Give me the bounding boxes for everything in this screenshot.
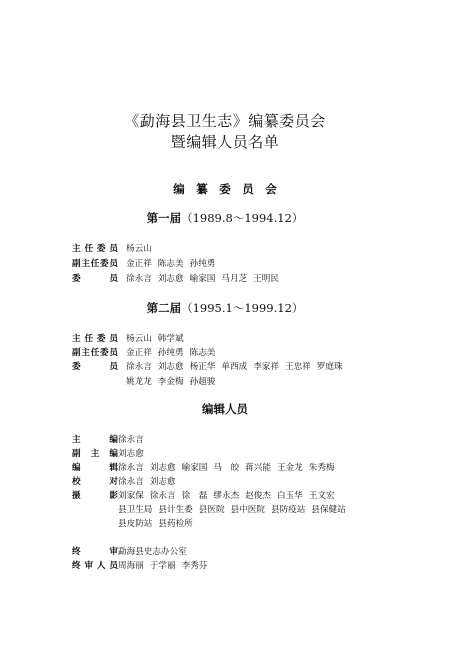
role-names	[118, 489, 341, 501]
role-names	[126, 332, 190, 344]
person-name: 白玉华	[276, 491, 303, 501]
person-name: 马月芝	[221, 274, 248, 284]
role-names	[118, 461, 341, 473]
term-1-title	[0, 210, 450, 226]
committee-heading: 编 纂 委 员 会	[173, 182, 277, 196]
person-name: 刘志愈	[118, 449, 144, 459]
doc-title-line2: 暨编辑人员名单	[170, 133, 280, 151]
role-label: 摄影	[72, 491, 118, 501]
term-2-title	[0, 300, 450, 316]
role-names	[126, 257, 221, 269]
person-name: 金正祥	[126, 259, 152, 269]
role-names-continued	[126, 375, 221, 387]
person-name: 姚龙龙	[126, 377, 152, 387]
person-name: 刘家保	[118, 491, 144, 501]
person-name: 杨云山	[126, 244, 152, 254]
person-name: 王明民	[253, 274, 279, 284]
role-label: 终审人员	[72, 561, 118, 571]
person-name: 陈志美	[157, 259, 184, 269]
person-name: 孙纯勇	[157, 348, 184, 358]
role-names	[118, 475, 182, 487]
role-label: 主任委员	[72, 334, 118, 344]
person-name: 徐永言	[149, 491, 176, 501]
role-names	[126, 242, 158, 254]
term-1-period: （1989.8～1994.12）	[181, 211, 304, 225]
role-names	[118, 559, 213, 571]
role-label: 编辑	[72, 463, 118, 473]
person-name: 赵俊杰	[245, 491, 271, 501]
role-label: 副主任委员	[72, 259, 118, 269]
person-name: 于学丽	[149, 561, 176, 571]
person-name: 徐永言	[118, 435, 144, 445]
person-name: 刘志愈	[157, 274, 184, 284]
doc-title-line1: 《勐海县卫生志》编纂委员会	[124, 112, 326, 130]
person-name: 徐永言	[126, 362, 152, 372]
role-names	[126, 272, 285, 284]
person-name: 杨正华	[189, 362, 216, 372]
term-1-name: 第一届	[146, 211, 182, 225]
person-name: 王金龙	[276, 463, 303, 473]
role-names	[126, 346, 221, 358]
person-name: 喻家国	[189, 274, 216, 284]
person-name: 缪永杰	[213, 491, 240, 501]
person-name: 金正祥	[126, 348, 152, 358]
role-label: 主编	[72, 435, 118, 445]
person-name: 朱秀梅	[308, 463, 335, 473]
person-name: 罗庭珠	[316, 362, 343, 372]
person-name: 陈志美	[189, 348, 216, 358]
role-label: 委员	[72, 362, 118, 372]
person-name: 王忠祥	[284, 362, 311, 372]
person-name: 李金梅	[157, 377, 184, 387]
person-name: 杨云山	[126, 334, 152, 344]
person-name: 徐永言	[118, 463, 144, 473]
role-label: 副主任委员	[72, 348, 118, 358]
person-name: 徐 磊	[181, 491, 208, 501]
person-name: 孙纯勇	[189, 259, 216, 269]
org-name: 县防疫站	[270, 505, 306, 515]
org-name: 县医院	[198, 505, 225, 515]
editors-heading: 编辑人员	[202, 402, 248, 416]
org-name: 县计生委	[158, 505, 193, 515]
role-label: 主任委员	[72, 244, 118, 254]
role-names	[118, 447, 150, 459]
org-name: 县皮防站	[118, 519, 153, 529]
person-name: 喻家国	[181, 463, 208, 473]
org-name: 县保健站	[311, 505, 346, 515]
person-name: 刘志愈	[149, 477, 176, 487]
role-label: 副主编	[72, 449, 118, 459]
person-name: 李秀芬	[181, 561, 208, 571]
role-names	[118, 545, 193, 557]
person-name: 徐永言	[118, 477, 144, 487]
person-name: 蒋兴能	[245, 463, 271, 473]
term-2-period: （1995.1～1999.12）	[181, 301, 304, 315]
role-names-continued	[118, 517, 199, 529]
term-2-name: 第二届	[146, 301, 182, 315]
person-name: 刘志愈	[149, 463, 176, 473]
role-label: 终审	[72, 547, 118, 557]
person-name: 马 皎	[213, 463, 240, 473]
role-names	[126, 360, 349, 372]
org-name: 勐海县史志办公室	[118, 547, 187, 557]
person-name: 刘志愈	[157, 362, 184, 372]
person-name: 王文宏	[308, 491, 335, 501]
role-names	[118, 433, 150, 445]
person-name: 徐永言	[126, 274, 152, 284]
person-name: 孙超骏	[189, 377, 216, 387]
role-names-continued	[118, 503, 352, 515]
role-label: 委员	[72, 274, 118, 284]
person-name: 单西成	[221, 362, 248, 372]
org-name: 县卫生局	[118, 505, 153, 515]
person-name: 李家祥	[253, 362, 279, 372]
role-label: 校对	[72, 477, 118, 487]
org-name: 县中医院	[230, 505, 265, 515]
org-name: 县药检所	[158, 519, 193, 529]
person-name: 韩学斌	[157, 334, 184, 344]
person-name: 周海丽	[118, 561, 144, 571]
